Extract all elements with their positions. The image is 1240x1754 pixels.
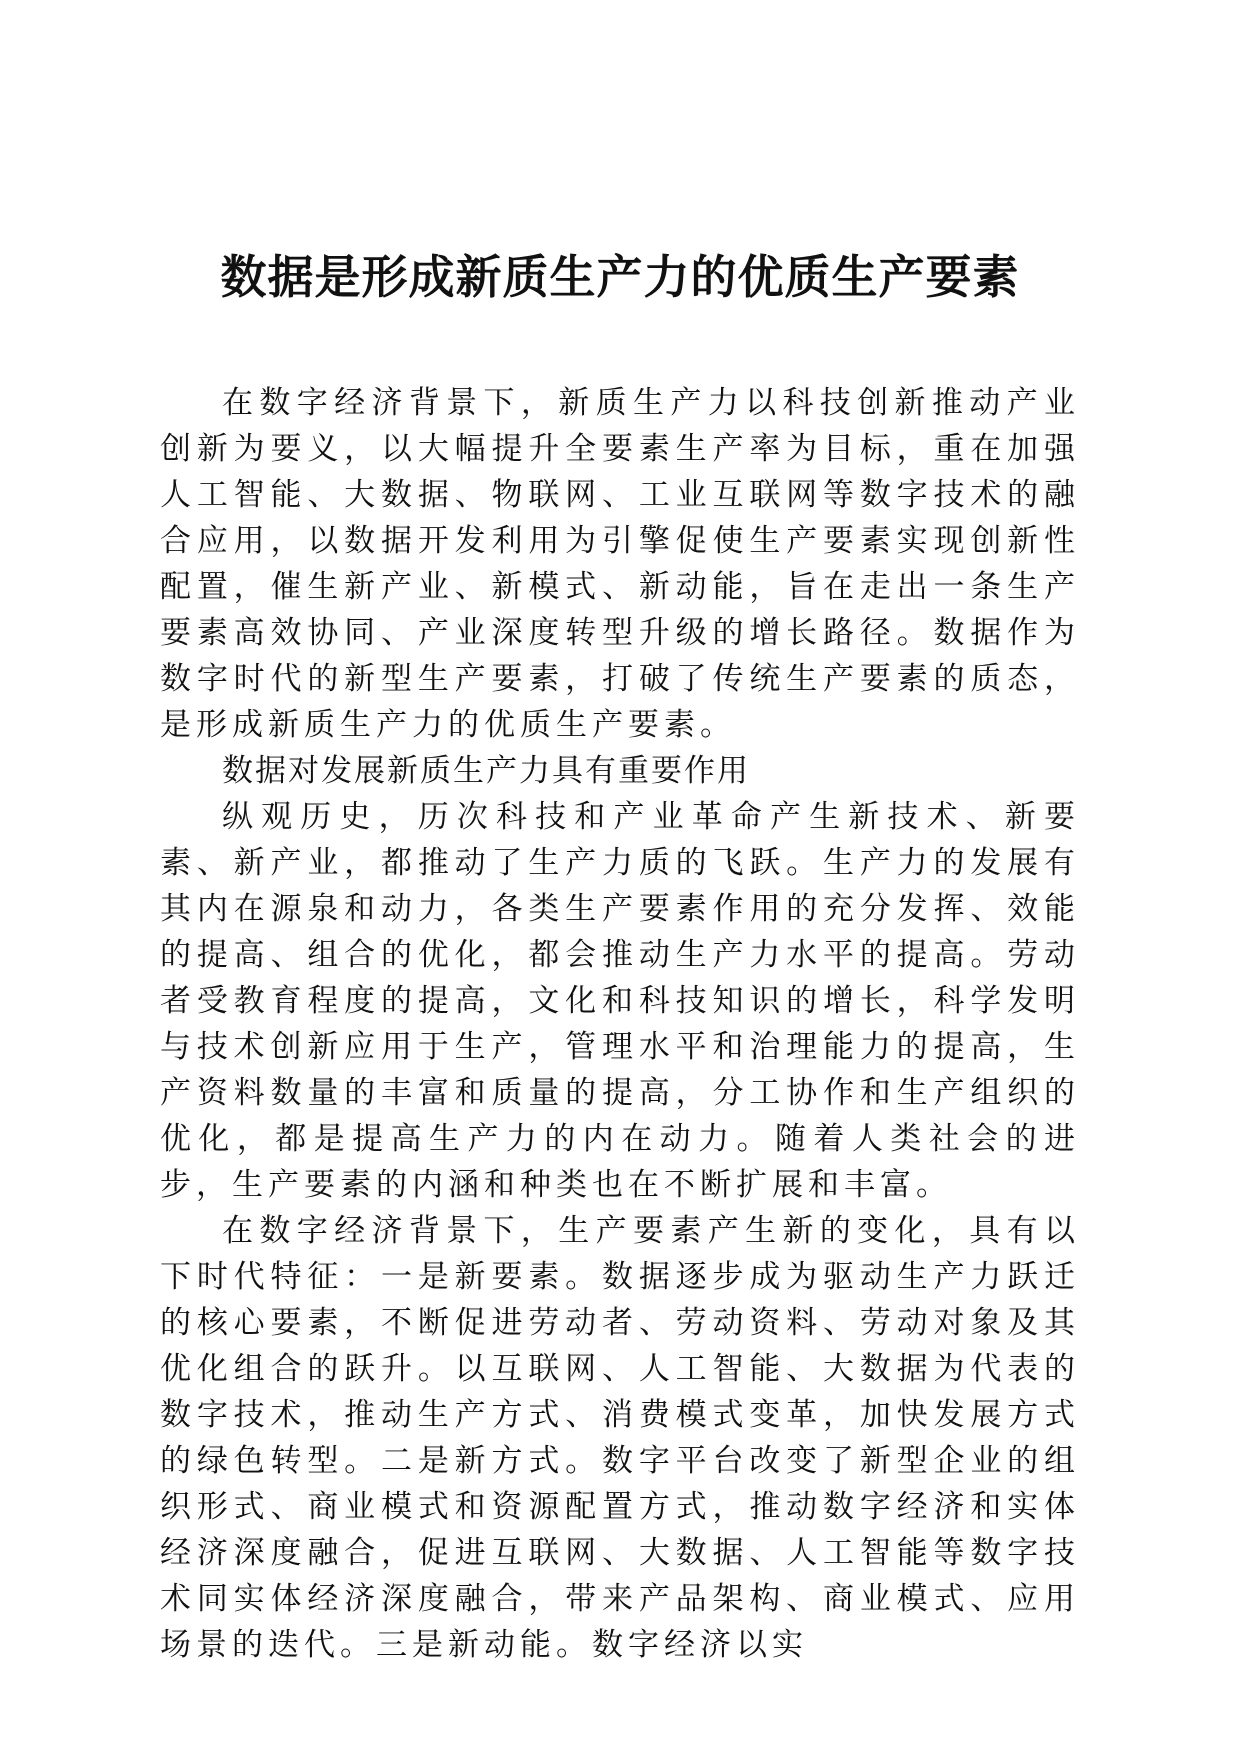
subheading-1: 数据对发展新质生产力具有重要作用 — [222, 753, 750, 789]
paragraph-1: 在数字经济背景下，新质生产力以科技创新推动产业创新为要义，以大幅提升全要素生产率为目标，重在加强人工智能、大数据、物联网、工业互联网等数字技术的融合应用，以数据开发利用为引擎促使生产要素实现创新性配置，催生新产业、新模式、新动能，旨在走出一条生产要素高效协同、产业深度转型升级的增长路径。数据作为数字时代的新型生产要素，打破了传统生产要素的质态，是形成新质生产力的优质生产要素。 — [160, 385, 1080, 743]
document-title: 数据是形成新质生产力的优质生产要素 — [220, 250, 1020, 304]
paragraph-2: 纵观历史，历次科技和产业革命产生新技术、新要素、新产业，都推动了生产力质的飞跃。生产力的发展有其内在源泉和动力，各类生产要素作用的充分发挥、效能的提高、组合的优化，都会推动生产力水平的提高。劳动者受教育程度的提高，文化和科技知识的增长，科学发明与技术创新应用于生产，管理水平和治理能力的提高，生产资料数量的丰富和质量的提高，分工协作和生产组织的优化，都是提高生产力的内在动力。随着人类社会的进步，生产要素的内涵和种类也在不断扩展和丰富。 — [160, 799, 1080, 1203]
paragraph-3: 在数字经济背景下，生产要素产生新的变化，具有以下时代特征：一是新要素。数据逐步成为驱动生产力跃迁的核心要素，不断促进劳动者、劳动资料、劳动对象及其优化组合的跃升。以互联网、人工智能、大数据为代表的数字技术，推动生产方式、消费模式变革，加快发展方式的绿色转型。二是新方式。数字平台改变了新型企业的组织形式、商业模式和资源配置方式，推动数字经济和实体经济深度融合，促进互联网、大数据、人工智能等数字技术同实体经济深度融合，带来产品架构、商业模式、应用场景的迭代。三是新动能。数字经济以实 — [160, 1213, 1080, 1663]
document-body — [160, 380, 1080, 1668]
